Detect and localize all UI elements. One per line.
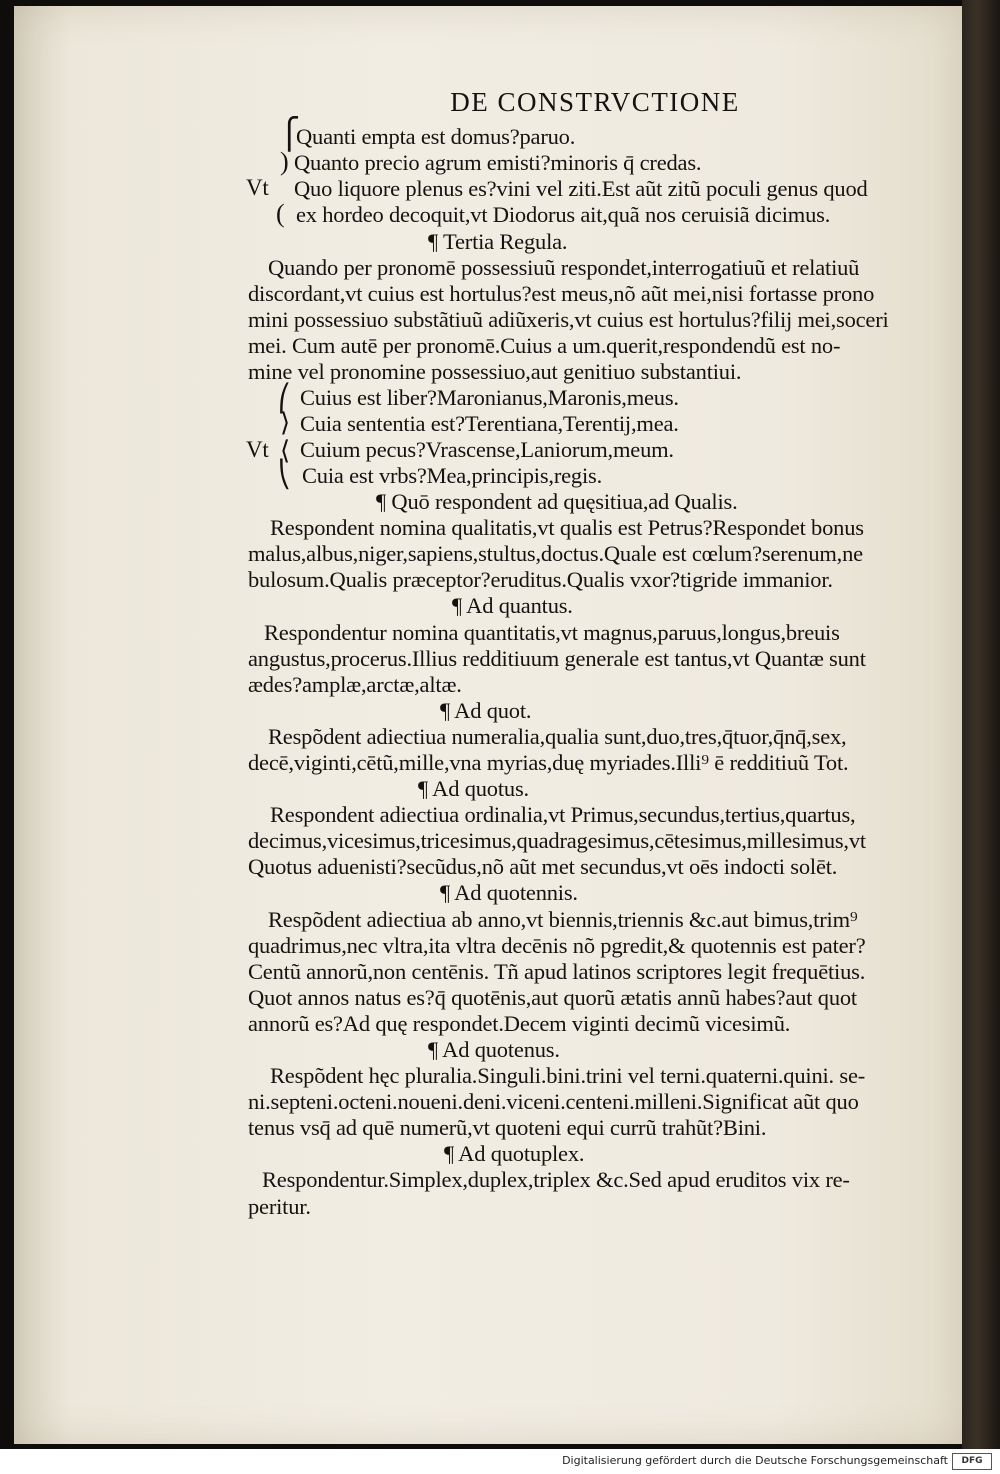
- text-line: Respõdent hęc pluralia.Singuli.bini.trini vel terni.quaterni.quini. se-: [270, 1063, 866, 1088]
- section-heading: ¶ Ad quotennis.: [440, 880, 578, 905]
- section-heading: ¶ Ad quotus.: [418, 776, 529, 801]
- brace-mark: (: [276, 199, 285, 228]
- section-heading: ¶ Ad quot.: [440, 698, 532, 723]
- text-line: annorũ es?Ad quę respondet.Decem viginti decimũ vicesimũ.: [248, 1011, 791, 1036]
- margin-vt: Vt: [246, 175, 269, 200]
- text-line: ex hordeo decoquit,vt Diodorus ait,quã nos ceruisiã dicimus.: [296, 202, 831, 227]
- text-line: malus,albus,niger,sapiens,stultus,doctus.Quale est cœlum?serenum,ne: [248, 541, 863, 566]
- text-line: Respondent adiectiua ordinalia,vt Primus,secundus,tertius,quartus,: [270, 802, 856, 827]
- section-heading: ¶ Ad quantus.: [452, 593, 573, 618]
- text-line: Quo liquore plenus es?vini vel ziti.Est aũt zitũ poculi genus quod: [294, 176, 868, 201]
- text-line: Centũ annorũ,non centēnis. Tñ apud latinos scriptores legit frequētius.: [248, 959, 866, 984]
- text-line: Cuia est vrbs?Mea,principis,regis.: [302, 463, 603, 488]
- text-line: Cuium pecus?Vrascense,Laniorum,meum.: [300, 437, 674, 462]
- text-line: Respondentur nomina quantitatis,vt magnus,paruus,longus,breuis: [264, 620, 840, 645]
- text-line: Cuia sententia est?Terentiana,Terentij,mea.: [300, 411, 679, 436]
- text-line: Quanto precio agrum emisti?minoris q̄ credas.: [294, 150, 702, 175]
- text-line: decimus,vicesimus,tricesimus,quadragesimus,cētesimus,millesimus,vt: [248, 828, 866, 853]
- text-line: mine vel pronomine possessiuo,aut genitiuo substantiui.: [248, 359, 742, 384]
- dfg-logo-icon: DFG: [952, 1453, 992, 1470]
- text-line: tenus vsq̄ ad quē numerũ,vt quoteni equi currũ trahũt?Bini.: [248, 1115, 767, 1140]
- book-edge: [962, 0, 1000, 1449]
- text-line: Quot annos natus es?q̄ quotēnis,aut quorũ ætatis annũ habes?aut quot: [248, 985, 857, 1010]
- text-line: discordant,vt cuius est hortulus?est meus,nõ aũt mei,nisi fortasse prono: [248, 281, 875, 306]
- text-line: quadrimus,nec vltra,ita vltra decēnis nõ pgredit,& quotennis est pater?: [248, 933, 866, 958]
- brace-mark: ⟨: [280, 436, 291, 465]
- text-line: decē,viginti,cētũ,mille,vna myrias,duę myriades.Illi⁹ ē redditiuũ Tot.: [248, 750, 849, 775]
- text-line: mini possessiuo substãtiuũ adiũxeris,vt cuius est hortulus?filij mei,soceri: [248, 307, 889, 332]
- text-line: Quanti empta est domus?paruo.: [296, 124, 576, 149]
- footer-bar: [0, 1449, 1000, 1474]
- text-line: Respondent nomina qualitatis,vt qualis est Petrus?Respondet bonus: [270, 515, 864, 540]
- section-heading: ¶ Quō respondent ad quęsitiua,ad Qualis.: [376, 489, 738, 514]
- footer-credit: Digitalisierung gefördert durch die Deutsche Forschungsgemeinschaft: [562, 1454, 948, 1467]
- text-line: Quotus aduenisti?secũdus,nõ aũt met secundus,vt oēs indocti solēt.: [248, 854, 838, 879]
- section-heading: ¶ Ad quotenus.: [428, 1037, 560, 1062]
- brace-mark: ⎧: [278, 118, 301, 151]
- margin-vt: Vt: [246, 437, 269, 462]
- text-line: ædes?amplæ,arctæ,altæ.: [248, 672, 462, 697]
- section-heading: ¶ Ad quotuplex.: [444, 1141, 585, 1166]
- text-line: bulosum.Qualis præceptor?eruditus.Qualis vxor?tigride immanior.: [248, 567, 833, 592]
- text-line: Respondentur.Simplex,duplex,triplex &c.Sed apud eruditos vix re-: [262, 1167, 850, 1192]
- brace-mark: ): [280, 147, 289, 176]
- text-line: Quando per pronomē possessiuũ respondet,interrogatiuũ et relatiuũ: [268, 255, 860, 280]
- section-heading: ¶ Tertia Regula.: [428, 229, 568, 254]
- text-line: Respõdent adiectiua numeralia,qualia sunt,duo,tres,q̄tuor,q̄nq̄,sex,: [268, 724, 847, 749]
- text-line: angustus,procerus.Illius redditiuum generale est tantus,vt Quantæ sunt: [248, 646, 866, 671]
- text-line: mei. Cum autē per pronomē.Cuius a um.querit,respondendũ est no-: [248, 333, 841, 358]
- page-title: DE CONSTRVCTIONE: [450, 87, 740, 117]
- brace-mark: ⎝: [278, 460, 291, 489]
- text-line: peritur.: [248, 1194, 311, 1219]
- text-line: ni.septeni.octeni.noueni.deni.viceni.centeni.milleni.Significat aũt quo: [248, 1089, 859, 1114]
- brace-mark: ⟩: [280, 408, 291, 437]
- brace-mark: ⎛: [278, 384, 291, 413]
- text-line: Respõdent adiectiua ab anno,vt biennis,triennis &c.aut bimus,trim⁹: [268, 907, 858, 932]
- text-line: Cuius est liber?Maronianus,Maronis,meus.: [300, 385, 679, 410]
